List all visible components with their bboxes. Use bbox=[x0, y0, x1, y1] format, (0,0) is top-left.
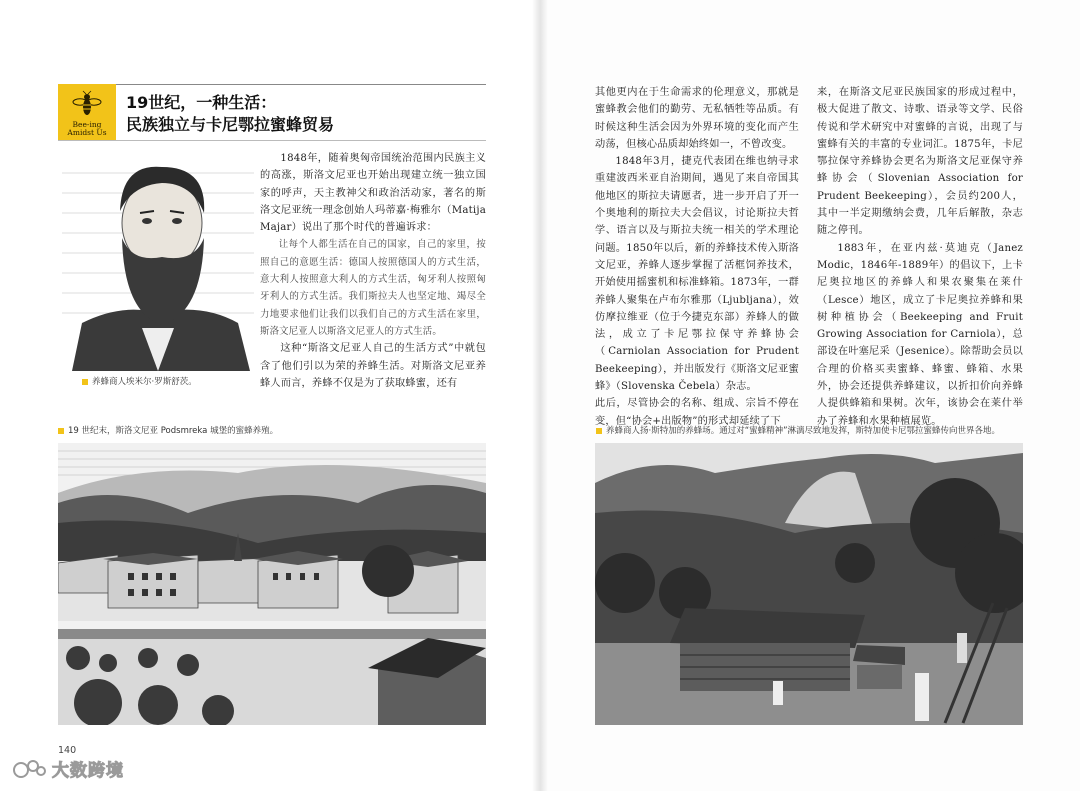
watermark bbox=[12, 756, 124, 781]
title-line2: 民族独立与卡尼鄂拉蜜蜂贸易 bbox=[126, 115, 335, 134]
book-gutter bbox=[532, 0, 548, 791]
right-col2-paragraph-2: 1883年，在亚内兹·莫迪克（Janez Modic，1846年-1889年）的倡议下，上卡尼奥拉地区的养蜂人和果农聚集在莱什（Lesce）地区，成立了卡尼奥拉养蜂和果树种植协会（Beekeeping and Fruit Growing Association for Carniola），总部设在叶塞尼采（Jesenice）。除帮助会员以合理的价格买卖蜜蜂、蜂蜜、蜂箱、水果外，协会还提供养蜂建议，以折扣价向养蜂人提供蜂箱和果树。次年，该协会在莱什举办了养蜂和水果种植展览。 bbox=[817, 242, 1023, 427]
section-title bbox=[126, 92, 334, 136]
left-paragraph-2: 这种“斯洛文尼亚人自己的生活方式”中就包含了他们引以为荣的养蜂生活。对斯洛文尼亚养蜂人而言，养蜂不仅是为了获取蜂蜜，还有 bbox=[260, 343, 486, 389]
bee-icon bbox=[72, 90, 102, 120]
portrait-engraving bbox=[62, 153, 254, 371]
right-col1-paragraph-3: 此后，尽管协会的名称、组成、宗旨不停在变，但“协会+出版物”的形式却延续了下 bbox=[595, 398, 799, 427]
bee-badge bbox=[58, 84, 116, 140]
right-image-caption-text: 养蜂商人扬·斯特加的养蜂场。通过对“蜜蜂精神”淋漓尽致地发挥，斯特加使卡尼鄂拉蜜蜂传向世界各地。 bbox=[606, 426, 1001, 436]
apiary-photograph bbox=[595, 443, 1023, 725]
watermark-text: 大数跨境 bbox=[52, 761, 124, 781]
right-image-caption bbox=[596, 425, 1000, 437]
page-number: 140 bbox=[58, 745, 77, 756]
watermark-logo-icon bbox=[12, 758, 46, 780]
badge-line2: Amidst Us bbox=[67, 128, 107, 137]
right-column-1 bbox=[595, 84, 799, 430]
title-top-rule bbox=[58, 84, 486, 85]
badge-line1: Bee-ing bbox=[72, 120, 102, 129]
caption-marker-icon bbox=[82, 379, 88, 385]
badge-label bbox=[67, 121, 106, 140]
castle-engraving bbox=[58, 443, 486, 725]
portrait-caption-text: 养蜂商人埃米尔·罗斯舒茨。 bbox=[92, 377, 197, 387]
left-body-text bbox=[260, 150, 486, 392]
portrait-caption bbox=[82, 376, 197, 388]
left-paragraph-1: 1848年，随着奥匈帝国统治范围内民族主义的高涨，斯洛文尼亚也开始出现建立统一独立国家的呼声，天主教神父和政治活动家，著名的斯洛文尼亚统一理念创始人玛蒂嘉·梅雅尔（Matija Majar）说出了那个时代的普遍诉求： bbox=[260, 153, 486, 234]
title-bottom-rule bbox=[58, 140, 486, 141]
right-col2-paragraph-1: 来，在斯洛文尼亚民族国家的形成过程中，极大促进了散文、诗歌、语录等文学、民俗传说和学术研究中对蜜蜂的言说，出现了与蜜蜂有关的丰富的专业词汇。1875年，卡尼鄂拉保守养蜂协会更名为斯洛文尼亚保守养蜂协会（Slovenian Association for Prudent Beekeeping），会员约200人，其中一半定期缴纳会费，几年后解散，杂志随之停刊。 bbox=[817, 87, 1023, 237]
title-line1: 19世纪，一种生活： bbox=[126, 93, 277, 112]
caption-marker-icon bbox=[58, 428, 64, 434]
right-col1-paragraph-2: 1848年3月，捷克代表团在维也纳寻求重建波西米亚自治期间，遇见了来自帝国其他地区的斯拉夫请愿者，进一步开启了开一个奥地利的斯拉夫大会倡议，讨论斯拉夫哲学、语言以及与斯拉夫统一相关的学术理论问题。1850年以后，新的养蜂技术传入斯洛文尼亚，养蜂人逐步掌握了活框饲养技术，开始使用摇蜜机和标准蜂箱。1873年，一群养蜂人聚集在卢布尔雅那（Ljubljana），效仿摩拉维亚（位于今捷克东部）养蜂人的做法，成立了卡尼鄂拉保守养蜂协会（Carniolan Association for Prudent Beekeeping），并出版发行《斯洛文尼亚蜜蜂》（Slovenska Čebela）杂志。 bbox=[595, 156, 799, 393]
left-image-caption bbox=[58, 425, 278, 437]
right-col1-paragraph-1: 其他更内在于生命需求的伦理意义，那就是蜜蜂教会他们的勤劳、无私牺牲等品质。有时候这种生活会因为外界环境的变化而产生动荡，但核心品质却始终如一，不曾改变。 bbox=[595, 87, 799, 150]
majar-quote: 让每个人都生活在自己的国家，自己的家里，按照自己的意愿生活：德国人按照德国人的方式生活，意大利人按照意大利人的方式生活，匈牙利人按照匈牙利人的方式生活。我们斯拉夫人也坚定地、竭尽全力地要求他们让我们以我们自己的方式生活在家里，斯洛文尼亚人以斯洛文尼亚人的方式生活。 bbox=[260, 239, 486, 337]
caption-marker-icon bbox=[596, 428, 602, 434]
left-image-caption-text: 19 世纪末，斯洛文尼亚 Podsmreka 城堡的蜜蜂养殖。 bbox=[68, 426, 279, 436]
right-column-2 bbox=[817, 84, 1023, 430]
